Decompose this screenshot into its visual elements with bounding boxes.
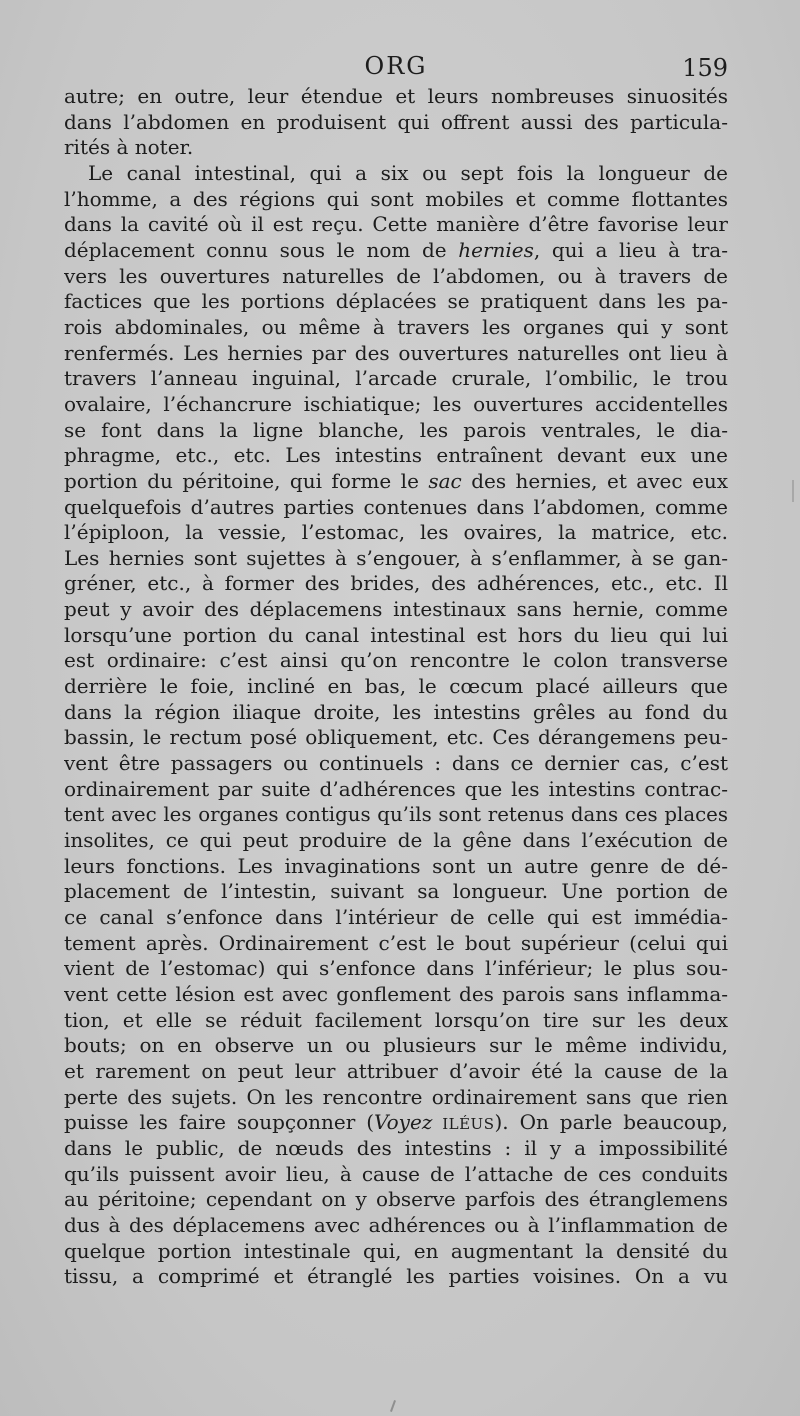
text-line: quelquefois d’autres parties contenues dans l’abdomen, comme: [64, 494, 728, 519]
text-line: derrière le foie, incliné en bas, le cœcum placé ailleurs que: [64, 674, 728, 699]
text-line: rités à noter.: [64, 135, 194, 160]
text-line: tent avec les organes contigus qu’ils sont retenus dans ces places: [64, 803, 728, 827]
text-line: l’épiploon, la vessie, l’estomac, les ovaires, la matrice, etc.: [64, 520, 728, 545]
text-line: autre; en outre, leur étendue et leurs nombreuses sinuosités: [64, 84, 728, 108]
text-line: vers les ouvertures naturelles de l’abdomen, ou à travers de: [64, 263, 728, 288]
text-line: placement de l’intestin, suivant sa longueur. Une portion de: [64, 879, 728, 904]
running-head: [64, 52, 728, 86]
text-segment: des hernies, et avec eux: [461, 468, 728, 493]
text-line: gréner, etc., à former des brides, des adhérences, etc., etc. Il: [64, 571, 728, 596]
text-line: perte des sujets. On les rencontre ordinairement sans que rien: [64, 1084, 728, 1109]
text-line: tement après. Ordinairement c’est le bout supérieur (celui qui: [64, 930, 728, 955]
text-line: Le canal intestinal, qui a six ou sept fois la longueur de: [88, 160, 728, 185]
text-segment: portion du péritoine, qui forme le: [64, 468, 429, 493]
text-line: phragme, etc., etc. Les intestins entraînent devant eux une: [64, 443, 728, 468]
text-line: [64, 238, 728, 264]
text-segment: , qui a lieu à tra-: [533, 237, 728, 262]
italic-term: hernies: [458, 237, 534, 262]
text-line: dans l’abdomen en produisent qui offrent aussi des particula-: [64, 109, 728, 134]
text-line: dans la cavité où il est reçu. Cette manière d’être favorise leur: [64, 212, 728, 237]
text-line: est ordinaire: c’est ainsi qu’on rencontre le colon transverse: [64, 648, 728, 673]
text-segment: puisse les faire soupçonner (: [64, 1110, 375, 1135]
text-line: dus à des déplacemens avec adhérences ou à l’inflammation de: [64, 1212, 728, 1237]
text-line: vent être passagers ou continuels : dans ce dernier cas, c’est: [64, 751, 728, 776]
text-line: quelque portion intestinale qui, en augmentant la densité du: [64, 1238, 728, 1263]
body-text: [64, 84, 728, 1290]
text-line: au péritoine; cependant on y observe parfois des étranglemens: [64, 1187, 728, 1212]
italic-term: sac: [428, 468, 462, 493]
text-line: vent cette lésion est avec gonflement des parois sans inflamma-: [64, 981, 728, 1006]
text-line: peut y avoir des déplacemens intestinaux sans hernie, comme: [64, 597, 728, 622]
running-title: ORG: [364, 52, 428, 80]
text-line: ce canal s’enfonce dans l’intérieur de celle qui est immédia-: [64, 905, 728, 929]
text-line: ordinairement par suite d’adhérences que les intestins contrac-: [64, 776, 728, 801]
text-line: l’homme, a des régions qui sont mobiles et comme flottantes: [64, 186, 728, 211]
text-line: [64, 469, 728, 495]
text-line: vient de l’estomac) qui s’enfonce dans l’inférieur; le plus sou-: [64, 956, 728, 981]
margin-mark: [792, 480, 794, 502]
text-line: se font dans la ligne blanche, les parois ventrales, le dia-: [64, 417, 728, 442]
text-line: rois abdominales, ou même à travers les organes qui y sont: [64, 314, 728, 339]
text-line: et rarement on peut leur attribuer d’avoir été la cause de la: [64, 1058, 728, 1083]
text-line: travers l’anneau inguinal, l’arcade crurale, l’ombilic, le trou: [64, 366, 728, 391]
text-segment: ). On parle beaucoup,: [494, 1110, 728, 1135]
cross-reference: ILÉUS: [432, 1115, 495, 1134]
text-line: renfermés. Les hernies par des ouvertures naturelles ont lieu à: [64, 340, 728, 365]
text-line: lorsqu’une portion du canal intestinal est hors du lieu qui lui: [64, 622, 728, 647]
text-line: bassin, le rectum posé obliquement, etc. Ces dérangemens peu-: [64, 725, 728, 750]
text-line: dans le public, de nœuds des intestins : il y a impossibilité: [64, 1135, 728, 1160]
text-line: [64, 1110, 728, 1136]
bottom-mark: [390, 1400, 396, 1412]
text-line: ovalaire, l’échancrure ischiatique; les ouvertures accidentelles: [64, 391, 728, 416]
text-line: bouts; on en observe un ou plusieurs sur le même individu,: [64, 1033, 728, 1058]
text-segment: déplacement connu sous le nom de: [64, 237, 459, 262]
text-line: qu’ils puissent avoir lieu, à cause de l’attache de ces conduits: [64, 1161, 728, 1186]
text-line: tissu, a comprimé et étranglé les parties voisines. On a vu: [64, 1264, 728, 1289]
text-line: insolites, ce qui peut produire de la gêne dans l’exécution de: [64, 828, 728, 853]
page-number: 159: [682, 54, 728, 82]
text-line: factices que les portions déplacées se pratiquent dans les pa-: [64, 289, 728, 314]
italic-term: Voyez: [374, 1110, 433, 1135]
text-line: tion, et elle se réduit facilement lorsqu’on tire sur les deux: [64, 1007, 728, 1032]
text-line: Les hernies sont sujettes à s’engouer, à s’enflammer, à se gan-: [64, 545, 728, 570]
text-line: leurs fonctions. Les invaginations sont un autre genre de dé-: [64, 853, 728, 878]
text-line: dans la région iliaque droite, les intestins grêles au fond du: [64, 699, 728, 724]
